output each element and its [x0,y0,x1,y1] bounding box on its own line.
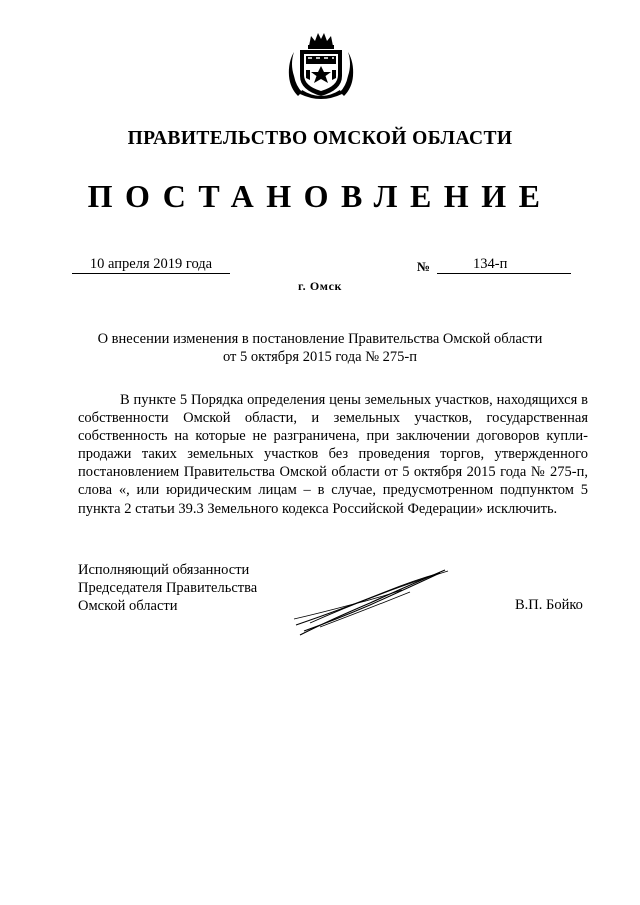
document-city: г. Омск [297,279,343,293]
signer-name: В.П. Бойко [515,597,583,613]
document-number: 134-п [473,256,508,272]
document-title-line-1: О внесении изменения в постановление Правительства Омской области [97,331,543,347]
number-sign: № [417,259,431,274]
document-number-field [437,256,571,274]
issuing-authority: ПРАВИТЕЛЬСТВО ОМСКОЙ ОБЛАСТИ [127,128,513,149]
body-paragraph: В пункте 5 Порядка определения цены земельных участков, находящихся в собственности Омской области, и земельных участков, государственная собственность на которые не разграничена, при заключении договоров купли-продажи таких земельных участков без проведения торгов, утвержденного постановлением Правительства Омской области от 5 октября 2015 года № 275-п, слова «, или юридическим лицам – в случае, предусмотренном подпунктом 5 пункта 2 статьи 39.3 Земельного кодекса Российской Федерации» исключить. [78,392,588,517]
document-title [60,330,580,366]
document-title-line-2: от 5 октября 2015 года № 275-п [222,349,417,365]
coat-of-arms-icon [288,30,354,100]
signer-position-line-3: Омской области [78,598,178,615]
signature-icon [290,565,450,640]
signer-position [78,561,257,616]
document-type: ПОСТАНОВЛЕНИЕ [87,178,553,214]
signer-position-line-1: Исполняющий обязанности [78,562,250,578]
document-date: 10 апреля 2019 года [72,256,230,274]
signer-position-line-2: Председателя Правительства [78,580,258,597]
